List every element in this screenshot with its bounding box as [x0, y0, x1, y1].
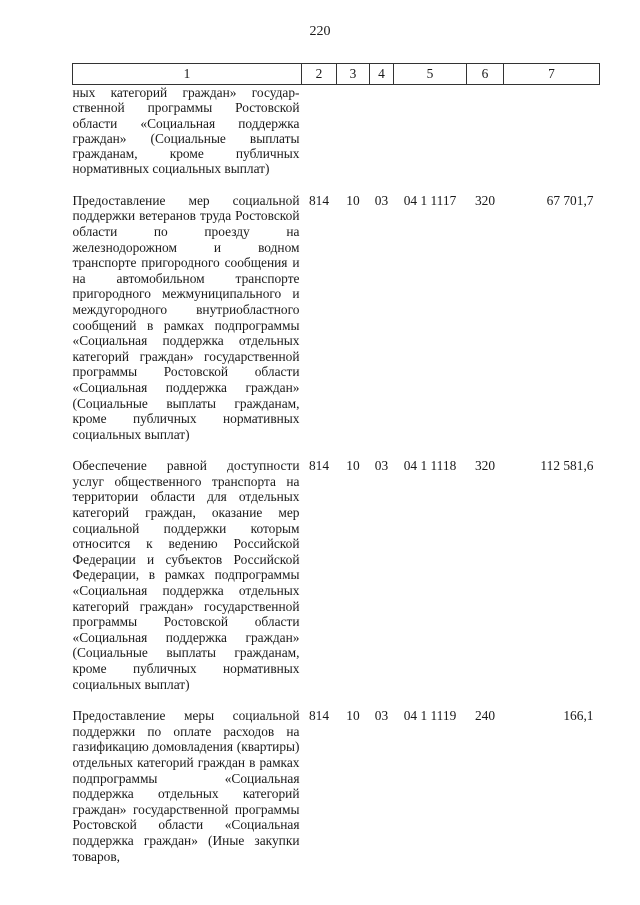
row-name: Обеспечение равной доступности услуг общественного транспорта на территории области для отдельных категорий граждан, оказание мер социальной поддержки которым относится к ведению Российской Федерации и субъектов Российской Федерации, в рамках подпрограммы «Социальная поддержка отдельных категорий граждан» государственной программы Ростовской области «Социальная поддержка граждан» (Социальные выплаты гражданам, кроме публичных нормативных социальных выплат) — [72, 458, 300, 692]
row-col-6 — [467, 85, 504, 177]
row-col-3: 10 — [346, 458, 360, 474]
row-col-6: 240 — [474, 708, 496, 724]
table-header-row — [73, 64, 600, 85]
header-col-4: 4 — [370, 64, 394, 85]
header-col-1: 1 — [73, 64, 302, 85]
row-col-7: 67 701,7 — [546, 192, 594, 208]
row-name: ных категорий граждан» государственной программы Ростовской области «Социальная поддержка граждан» (Социальные выплаты гражданам, кроме публичных нормативных социальных выплат) — [72, 85, 300, 177]
row-col-4 — [370, 85, 394, 177]
row-spacer — [73, 442, 600, 458]
row-col-3 — [337, 85, 370, 177]
row-col-6: 320 — [474, 192, 496, 208]
row-col-7 — [504, 85, 600, 177]
row-name: Предоставление мер социальной поддержки ветеранов труда Ростовской области по проезду на железнодорожном и водном транспорте пригородного сообщения и на автомобильном транспорте пригородного межмуниципального и междугородного внутриобластного сообщений в рамках подпрограммы «Социальная поддержка отдельных категорий граждан» государственной программы Ростовской области «Социальная поддержка граждан» (Социальные выплаты гражданам, кроме публичных нормативных социальных выплат) — [72, 192, 300, 442]
row-name: Предоставление меры социальной поддержки по оплате расходов на газификацию домовладения (квартиры) отдельных категорий граждан в рамках подпрограммы «Социальная поддержка отдельных категорий граждан» государственной программы Ростовской области «Социальная поддержка граждан» (Иные закупки товаров, — [72, 708, 300, 864]
row-col-5: 04 1 1119 — [403, 708, 457, 724]
table-row — [73, 85, 600, 177]
header-col-2: 2 — [302, 64, 337, 85]
row-col-2 — [302, 85, 337, 177]
row-col-4: 03 — [374, 458, 389, 474]
table-row — [73, 193, 600, 443]
row-spacer — [73, 177, 600, 193]
row-col-7: 166,1 — [563, 708, 594, 724]
row-col-3: 10 — [346, 708, 360, 724]
header-col-5: 5 — [394, 64, 467, 85]
header-col-7: 7 — [504, 64, 600, 85]
row-col-5: 04 1 1117 — [403, 192, 457, 208]
page-number: 220 — [309, 24, 331, 39]
table-row — [73, 458, 600, 692]
row-col-4: 03 — [374, 708, 389, 724]
row-spacer — [73, 692, 600, 708]
row-col-6: 320 — [474, 458, 496, 474]
header-col-6: 6 — [467, 64, 504, 85]
row-col-2: 814 — [308, 708, 330, 724]
header-col-3: 3 — [337, 64, 370, 85]
row-col-5: 04 1 1118 — [403, 458, 457, 474]
budget-table — [72, 63, 600, 864]
row-col-2: 814 — [308, 458, 330, 474]
row-col-5 — [394, 85, 467, 177]
row-col-2: 814 — [308, 192, 330, 208]
row-col-7: 112 581,6 — [540, 458, 594, 474]
table-row — [73, 708, 600, 864]
row-col-4: 03 — [374, 192, 389, 208]
row-col-3: 10 — [346, 192, 360, 208]
